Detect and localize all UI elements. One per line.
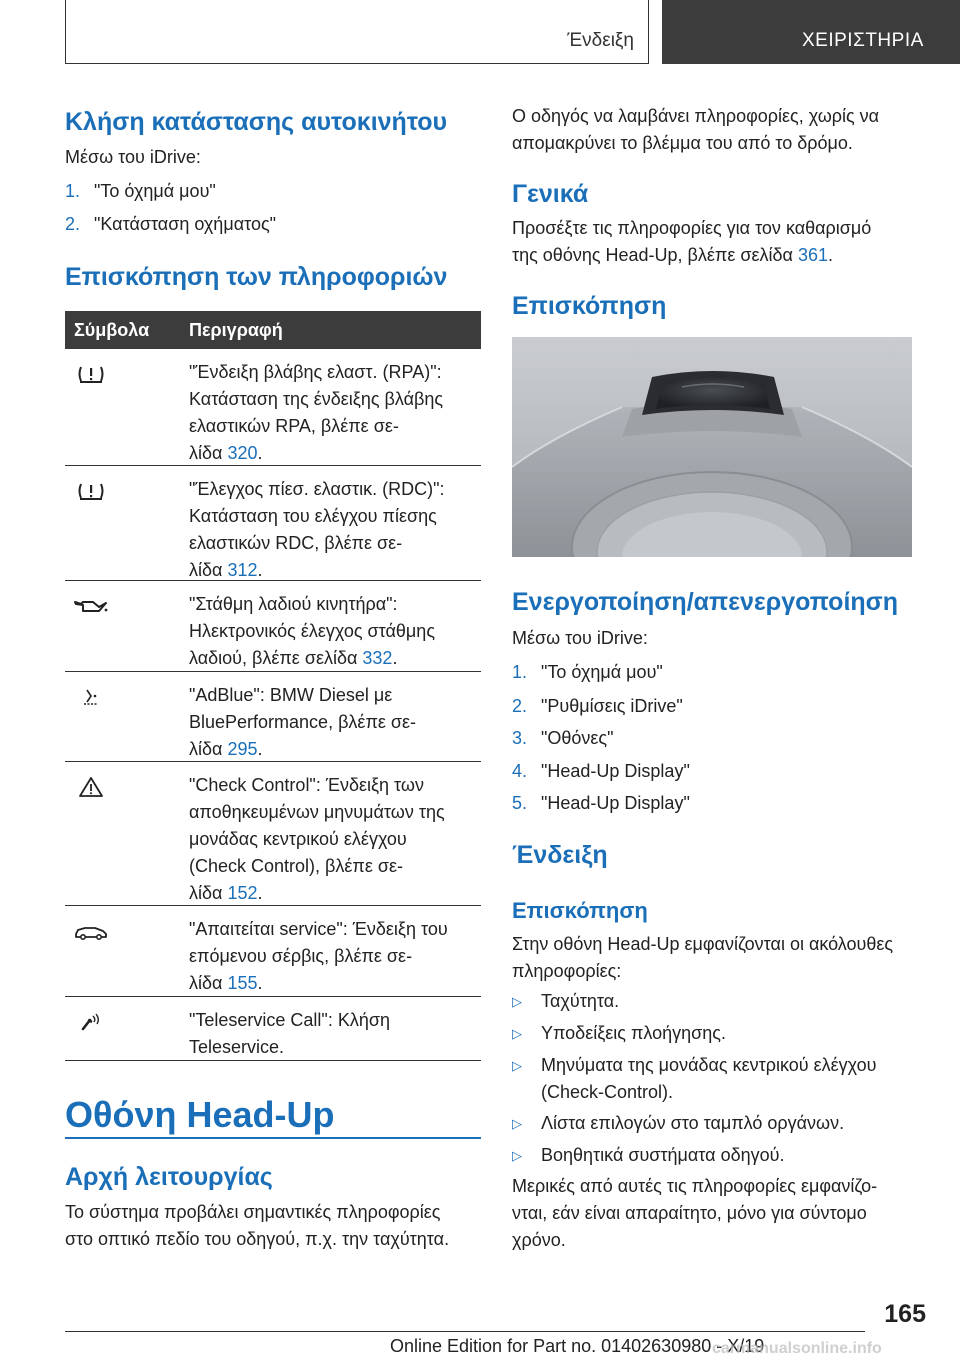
bullet-triangle-icon: ▷: [512, 1058, 522, 1073]
step-number: 2.: [512, 696, 528, 716]
row-end: .: [392, 648, 398, 668]
principle-line: Το σύστημα προβάλει σημαντικές πληροφορίες: [65, 1202, 441, 1222]
symbols-table: [65, 311, 481, 1061]
row-line: BluePerformance, βλέπε σε-: [189, 712, 417, 732]
step-text: "Οθόνες": [541, 728, 614, 748]
table-row: [65, 906, 481, 997]
row-last-text: λίδα: [189, 973, 228, 993]
row-last-line: [189, 1034, 479, 1061]
row-line: ελαστικών RPA, βλέπε σε-: [189, 416, 399, 436]
row-line: "Ένδειξη βλάβης ελαστ. (RPA)":: [189, 362, 442, 382]
principle-line: στο οπτικό πεδίο του οδηγού, π.χ. την ταχύτητα.: [65, 1229, 450, 1249]
row-end: .: [257, 443, 263, 463]
watermark: carmanualsonline.info: [712, 1340, 882, 1357]
general-end: .: [827, 245, 833, 265]
display-title: Ένδειξη: [512, 841, 608, 869]
table-row: [65, 466, 481, 581]
principle-title: Αρχή λειτουργίας: [65, 1163, 273, 1191]
row-line: επόμενου σέρβις, βλέπε σε-: [189, 946, 413, 966]
bullet-text: Βοηθητικά συστήματα οδηγού.: [541, 1145, 785, 1165]
step-number: 1.: [65, 181, 81, 201]
display-overview-title: Επισκόπηση: [512, 898, 648, 923]
table-header: [65, 311, 481, 349]
row-end: .: [257, 973, 263, 993]
bullet-text: [541, 1052, 931, 1106]
header-chapter-label: ΧΕΙΡΙΣΤΗΡΙΑ: [802, 30, 924, 51]
closing-line: χρόνο.: [512, 1230, 566, 1250]
bullet-text: Ταχύτητα.: [541, 991, 620, 1011]
bullet-text: Λίστα επιλογών στο ταμπλό οργάνων.: [541, 1113, 845, 1133]
row-description: [189, 772, 479, 907]
row-end: .: [257, 560, 263, 580]
table-row: [65, 581, 481, 672]
step-number: 4.: [512, 761, 528, 781]
activation-title: Ενεργοποίηση/απενεργοποίηση: [512, 588, 899, 616]
bullet-triangle-icon: ▷: [512, 1148, 522, 1163]
principle-text: [65, 1199, 449, 1253]
header-section-box: [65, 0, 649, 64]
step-text: "Το όχημά μου": [541, 662, 663, 682]
hud-title-underline: [65, 1137, 481, 1139]
general-line: Προσέξτε τις πληροφορίες για τον καθαρισμό: [512, 218, 872, 238]
row-last-text: Teleservice.: [189, 1037, 285, 1057]
intro-line: απομακρύνει το βλέμμα του από το δρόμο.: [512, 133, 853, 153]
closing-line: Μερικές από αυτές τις πληροφορίες εμφανίζο-: [512, 1176, 878, 1196]
warning-triangle-icon: [73, 776, 109, 798]
row-last-line: [189, 736, 479, 763]
table-row: [65, 997, 481, 1061]
general-text: [512, 215, 871, 269]
bullet-triangle-icon: ▷: [512, 1116, 522, 1131]
table-row: [65, 762, 481, 906]
row-line: "Στάθμη λαδιού κινητήρα":: [189, 594, 398, 614]
row-line: "Teleservice Call": Κλήση: [189, 1010, 390, 1030]
hud-dashboard-photo: [512, 337, 912, 557]
adblue-icon: [73, 686, 109, 708]
step-number: 3.: [512, 728, 528, 748]
row-last-text: λίδα: [189, 739, 228, 759]
bullet-text: Υποδείξεις πλοήγησης.: [541, 1023, 726, 1043]
row-end: .: [257, 883, 263, 903]
oil-can-icon: [73, 595, 109, 617]
bullet-triangle-icon: ▷: [512, 1026, 522, 1041]
row-line: ελαστικών RDC, βλέπε σε-: [189, 533, 403, 553]
page-link-152[interactable]: 152: [227, 883, 258, 903]
step-text: "Head-Up Display": [541, 761, 690, 781]
row-description: [189, 591, 479, 672]
page-link-295[interactable]: 295: [227, 739, 258, 759]
header-section-label: Ένδειξη: [567, 30, 634, 51]
display-intro-line: Στην οθόνη Head-Up εμφανίζονται οι ακόλουθες: [512, 934, 894, 954]
row-last-line: [189, 970, 479, 997]
general-line: [512, 242, 871, 269]
page-link-312[interactable]: 312: [227, 560, 258, 580]
table-row: [65, 349, 481, 466]
teleservice-icon: [73, 1011, 109, 1033]
row-line: Κατάσταση της ένδειξης βλάβης: [189, 389, 444, 409]
tire-pressure-icon: [73, 480, 109, 502]
page-link-155[interactable]: 155: [227, 973, 258, 993]
row-last-text: λίδα: [189, 560, 228, 580]
step-number: 1.: [512, 662, 528, 682]
overview-title: Επισκόπηση: [512, 292, 667, 320]
step-text: "Κατάσταση οχήματος": [94, 214, 277, 234]
row-line: "AdBlue": BMW Diesel με: [189, 685, 393, 705]
table-header-description: Περιγραφή: [189, 320, 283, 340]
row-line: μονάδας κεντρικού ελέγχου: [189, 829, 407, 849]
row-last-line: [189, 557, 479, 584]
overview-info-title: Επισκόπηση των πληροφοριών: [65, 263, 448, 291]
bullet-triangle-icon: ▷: [512, 994, 522, 1009]
step-text: "Ρυθμίσεις iDrive": [541, 696, 683, 716]
row-last-line: [189, 880, 479, 907]
table-row: [65, 672, 481, 762]
row-line: "Απαιτείται service": Ένδειξη του: [189, 919, 448, 939]
row-line: Κατάσταση του ελέγχου πίεσης: [189, 506, 437, 526]
page-link-320[interactable]: 320: [227, 443, 258, 463]
display-intro-line: πληροφορίες:: [512, 961, 622, 981]
row-line: "Έλεγχος πίεσ. ελαστικ. (RDC)":: [189, 479, 445, 499]
row-description: [189, 476, 479, 584]
header-chapter-box: [662, 0, 960, 64]
row-description: [189, 359, 479, 467]
page-number: 165: [884, 1300, 926, 1328]
hud-title: Οθόνη Head-Up: [65, 1094, 335, 1135]
row-line: Ηλεκτρονικός έλεγχος στάθμης: [189, 621, 435, 641]
closing-text: [512, 1173, 877, 1254]
intro-line: Ο οδηγός να λαμβάνει πληροφορίες, χωρίς να: [512, 106, 880, 126]
page-link-361[interactable]: 361: [797, 245, 828, 265]
step-text: "Το όχημά μου": [94, 181, 216, 201]
footer-edition: Online Edition for Part no. 01402630980 - X/19: [390, 1336, 765, 1356]
row-last-line: [189, 645, 479, 672]
service-car-icon: [73, 920, 109, 942]
row-description: [189, 916, 479, 997]
right-intro: [512, 103, 879, 157]
row-last-text: λίδα: [189, 443, 228, 463]
row-description: [189, 682, 479, 763]
step-number: 2.: [65, 214, 81, 234]
tire-warning-icon: [73, 363, 109, 385]
row-line: (Check Control), βλέπε σε-: [189, 856, 403, 876]
step-number: 5.: [512, 793, 528, 813]
footer-divider: [65, 1331, 865, 1332]
row-last-text: λίδα: [189, 883, 228, 903]
bullet-line: Μηνύματα της μονάδας κεντρικού ελέγχου: [541, 1055, 877, 1075]
display-intro: [512, 931, 893, 985]
closing-line: νται, εάν είναι απαραίτητο, μόνο για σύντομο: [512, 1203, 867, 1223]
row-line: "Check Control": Ένδειξη των: [189, 775, 424, 795]
right-via-idrive: Μέσω του iDrive:: [512, 628, 648, 648]
row-last-text: λαδιού, βλέπε σελίδα: [189, 648, 363, 668]
general-line-text: της οθόνης Head-Up, βλέπε σελίδα: [512, 245, 798, 265]
bullet-line: (Check-Control).: [541, 1082, 674, 1102]
general-title: Γενικά: [512, 180, 589, 208]
page-link-332[interactable]: 332: [362, 648, 393, 668]
row-description: [189, 1007, 479, 1061]
step-text: "Head-Up Display": [541, 793, 690, 813]
row-last-line: [189, 440, 479, 467]
table-header-symbols: Σύμβολα: [74, 320, 150, 340]
call-status-title: Κλήση κατάστασης αυτοκινήτου: [65, 108, 448, 136]
left-via-idrive: Μέσω του iDrive:: [65, 147, 201, 167]
row-line: αποθηκευμένων μηνυμάτων της: [189, 802, 445, 822]
row-end: .: [257, 739, 263, 759]
